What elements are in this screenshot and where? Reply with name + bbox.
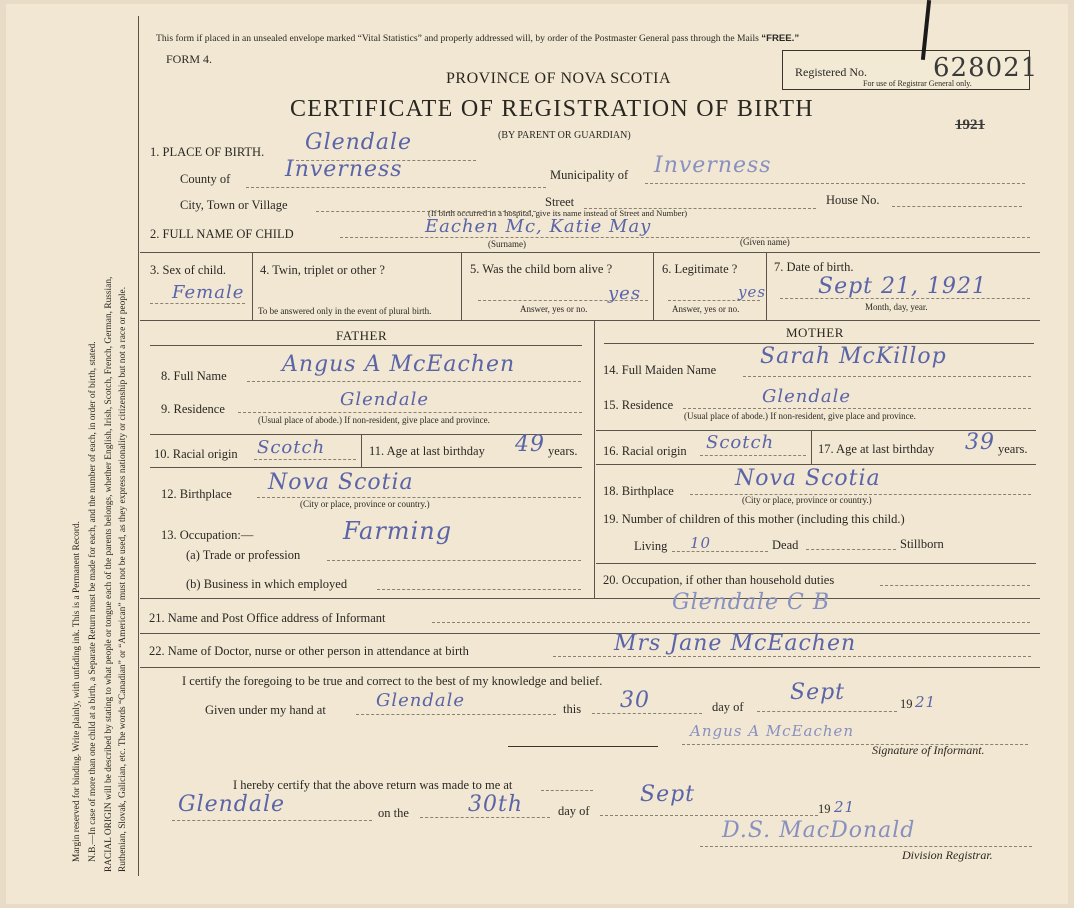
- living-line: [672, 551, 768, 552]
- certify-text: I certify the foregoing to be true and correct to the best of my knowledge and belief.: [182, 674, 603, 688]
- business-line: [377, 589, 581, 590]
- mother-birthplace-value: Nova Scotia: [735, 466, 881, 491]
- certify-day-line: [592, 713, 702, 714]
- surname-note: (Surname): [488, 239, 526, 249]
- trade-line: [327, 560, 581, 561]
- registrar-day-of: day of: [558, 804, 590, 818]
- date-label: 7. Date of birth.: [774, 260, 854, 274]
- father-name-value: Angus A McEachen: [282, 352, 516, 377]
- father-race-label: 10. Racial origin: [154, 447, 238, 461]
- registrar-text: I hereby certify that the above return was made to me at: [233, 778, 513, 792]
- racial-note-1: RACIAL ORIGIN will be described by stating to what people or tongue each of the parents belongs, whether English, Irish, Scotch, French, German, Russian,: [104, 276, 114, 872]
- alive-note: Answer, yes or no.: [520, 304, 588, 314]
- left-border: [138, 16, 139, 876]
- given-name-note: (Given name): [740, 237, 790, 247]
- informant-signature: Angus A McEachen: [690, 722, 855, 740]
- signature-label: Signature of Informant.: [872, 743, 985, 757]
- registrar-signature-line: [700, 846, 1032, 847]
- informant-bottom-rule: [140, 633, 1040, 634]
- father-age-value: 49: [515, 432, 545, 457]
- informant-label: 21. Name and Post Office address of Informant: [149, 611, 386, 625]
- certificate-title: CERTIFICATE OF REGISTRATION OF BIRTH: [290, 96, 814, 122]
- house-label: House No.: [826, 193, 880, 207]
- this-label: this: [563, 702, 582, 716]
- certify-day-of: day of: [712, 700, 744, 714]
- legitimate-note: Answer, yes or no.: [672, 304, 740, 314]
- house-line: [892, 206, 1022, 207]
- father-residence-label: 9. Residence: [161, 402, 225, 416]
- twin-note: To be answered only in the event of plural birth.: [258, 306, 432, 316]
- twin-label: 4. Twin, triplet or other ?: [260, 263, 385, 277]
- father-age-label: 11. Age at last birthday: [369, 444, 485, 458]
- registrar-signature: D.S. MacDonald: [722, 818, 916, 843]
- mother-heading: MOTHER: [786, 325, 844, 340]
- living-label: Living: [634, 539, 668, 553]
- row3-top-rule: [140, 252, 1040, 253]
- row3-bottom-rule: [140, 320, 1040, 321]
- registrar-year: 21: [834, 798, 856, 816]
- alive-value: yes: [608, 283, 642, 304]
- father-occupation-value: Farming: [343, 517, 453, 545]
- county-label: County of: [180, 172, 231, 186]
- municipality-label: Municipality of: [550, 168, 629, 182]
- father-birthplace-value: Nova Scotia: [268, 470, 414, 495]
- certify-month-line: [757, 711, 897, 712]
- mother-race-divider: [811, 430, 812, 464]
- certificate-subtitle: (BY PARENT OR GUARDIAN): [498, 130, 631, 141]
- business-label: (b) Business in which employed: [186, 577, 348, 591]
- mother-race-label: 16. Racial origin: [603, 444, 687, 458]
- mother-age-years: years.: [998, 442, 1028, 456]
- on-the-label: on the: [378, 806, 409, 820]
- date-note: Month, day, year.: [865, 302, 928, 312]
- father-occupation-label: 13. Occupation:—: [161, 528, 254, 542]
- informant-top-rule: [140, 598, 1040, 599]
- nb-note: N.B.—In case of more than one child at a birth, a Separate Return must be made for each, and the number of each, in order of birth, stated.: [88, 341, 98, 862]
- mother-race-line: [700, 455, 806, 456]
- county-value: Inverness: [285, 157, 403, 182]
- date-value: Sept 21, 1921: [818, 274, 987, 299]
- legitimate-value: yes: [738, 283, 767, 301]
- legitimate-label: 6. Legitimate ?: [662, 262, 738, 276]
- date-line: [780, 298, 1030, 299]
- father-residence-note: (Usual place of abode.) If non-resident, give place and province.: [258, 415, 490, 425]
- given-under-place: Glendale: [376, 690, 466, 711]
- father-birthplace-label: 12. Birthplace: [161, 487, 232, 501]
- mother-residence-label: 15. Residence: [603, 398, 674, 412]
- stillborn-label: Stillborn: [900, 537, 944, 551]
- mother-race-bottom: [596, 464, 1036, 465]
- registrar-place-line: [172, 820, 372, 821]
- registered-label: Registered No.: [795, 65, 867, 79]
- father-birthplace-line: [257, 497, 581, 498]
- row3-div1: [252, 252, 253, 320]
- street-label: Street: [545, 195, 575, 209]
- father-residence-value: Glendale: [340, 389, 430, 410]
- municipality-value: Inverness: [654, 153, 772, 178]
- registrar-month: Sept: [640, 782, 696, 807]
- mother-name-label: 14. Full Maiden Name: [603, 363, 717, 377]
- father-age-years: years.: [548, 444, 578, 458]
- mother-name-line: [743, 376, 1031, 377]
- year-stamp: 1921: [955, 117, 985, 133]
- registrar-signature-label: Division Registrar.: [902, 848, 993, 862]
- certify-month: Sept: [790, 680, 846, 705]
- father-heading: FATHER: [336, 328, 388, 343]
- mother-age-value: 39: [965, 430, 995, 455]
- sex-label: 3. Sex of child.: [150, 263, 227, 277]
- doctor-label: 22. Name of Doctor, nurse or other person in attendance at birth: [149, 644, 469, 658]
- county-line: [246, 187, 546, 188]
- row3-div3: [653, 252, 654, 320]
- given-under-label: Given under my hand at: [205, 703, 326, 717]
- place-of-birth-value: Glendale: [305, 130, 413, 155]
- father-heading-rule: [150, 345, 582, 346]
- mother-occupation-line: [880, 585, 1030, 586]
- mother-race-value: Scotch: [706, 432, 775, 453]
- mother-occupation-label: 20. Occupation, if other than household duties: [603, 573, 835, 587]
- city-label: City, Town or Village: [180, 198, 288, 212]
- doctor-value: Mrs Jane McEachen: [614, 631, 857, 656]
- municipality-line: [645, 183, 1025, 184]
- racial-note-2: Ruthenian, Slovak, Galician, etc. The words “Canadian” or “American” must not be used, as they express nationality or citizenship but not a race or people.: [118, 286, 128, 872]
- dead-line: [806, 549, 896, 550]
- mother-children-label: 19. Number of children of this mother (including this child.): [603, 512, 905, 526]
- registered-note: For use of Registrar General only.: [863, 79, 972, 88]
- registrar-day-line: [420, 817, 550, 818]
- father-race-value: Scotch: [257, 437, 326, 458]
- registrar-text-line: [541, 790, 593, 791]
- father-race-divider: [361, 434, 362, 467]
- certify-year: 21: [915, 693, 937, 711]
- father-race-bottom: [150, 467, 582, 468]
- child-name-value: Eachen Mc, Katie May: [425, 216, 652, 237]
- trade-label: (a) Trade or profession: [186, 548, 301, 562]
- registrar-day: 30th: [468, 792, 524, 817]
- hospital-note: (If birth occurred in a hospital, give its name instead of Street and Number): [428, 208, 688, 218]
- mother-residence-note: (Usual place of abode.) If non-resident, give place and province.: [684, 411, 916, 421]
- father-race-line: [254, 459, 356, 460]
- mother-occ-top: [596, 563, 1036, 564]
- certify-day: 30: [620, 688, 650, 713]
- signature-rule-left: [508, 746, 658, 747]
- registrar-month-line: [600, 815, 818, 816]
- parents-divider: [594, 320, 595, 598]
- registrar-year-prefix: 19: [818, 802, 831, 816]
- mother-birthplace-note: (City or place, province or country.): [742, 495, 872, 505]
- informant-value: Glendale C B: [672, 590, 831, 615]
- margin-note: Margin reserved for binding. Write plainly, with unfading ink. This is a Permanent Record.: [72, 521, 82, 862]
- informant-line: [432, 622, 1030, 623]
- row3-div4: [766, 252, 767, 320]
- doctor-line: [553, 656, 1031, 657]
- mailing-notice: This form if placed in an unsealed envelope marked “Vital Statistics” and properly addressed will, by order of the Postmaster General pass through the Mails “FREE.”: [156, 33, 800, 44]
- place-of-birth-label: 1. PLACE OF BIRTH.: [150, 145, 265, 159]
- sex-line: [150, 303, 245, 304]
- living-value: 10: [690, 534, 712, 552]
- legitimate-line: [668, 300, 760, 301]
- mother-name-value: Sarah McKillop: [760, 344, 947, 369]
- certify-year-prefix: 19: [900, 697, 913, 711]
- registered-number: 628021: [933, 53, 1039, 83]
- alive-line: [478, 300, 648, 301]
- row3-div2: [461, 252, 462, 320]
- given-place-line: [356, 714, 556, 715]
- alive-label: 5. Was the child born alive ?: [470, 262, 613, 276]
- doctor-bottom-rule: [140, 667, 1040, 668]
- sex-value: Female: [172, 282, 245, 303]
- father-residence-line: [238, 412, 582, 413]
- registered-box: [782, 50, 1039, 90]
- dead-label: Dead: [772, 538, 799, 552]
- mother-age-label: 17. Age at last birthday: [818, 442, 935, 456]
- province-heading: PROVINCE OF NOVA SCOTIA: [446, 70, 672, 87]
- child-name-label: 2. FULL NAME OF CHILD: [150, 227, 294, 241]
- mother-residence-value: Glendale: [762, 386, 852, 407]
- father-birthplace-note: (City or place, province or country.): [300, 499, 430, 509]
- mother-birthplace-label: 18. Birthplace: [603, 484, 674, 498]
- father-name-line: [247, 381, 581, 382]
- child-name-line: [340, 237, 1030, 238]
- registrar-place: Glendale: [178, 792, 286, 817]
- father-name-label: 8. Full Name: [161, 369, 227, 383]
- form-number: FORM 4.: [166, 52, 213, 66]
- mother-residence-line: [683, 408, 1031, 409]
